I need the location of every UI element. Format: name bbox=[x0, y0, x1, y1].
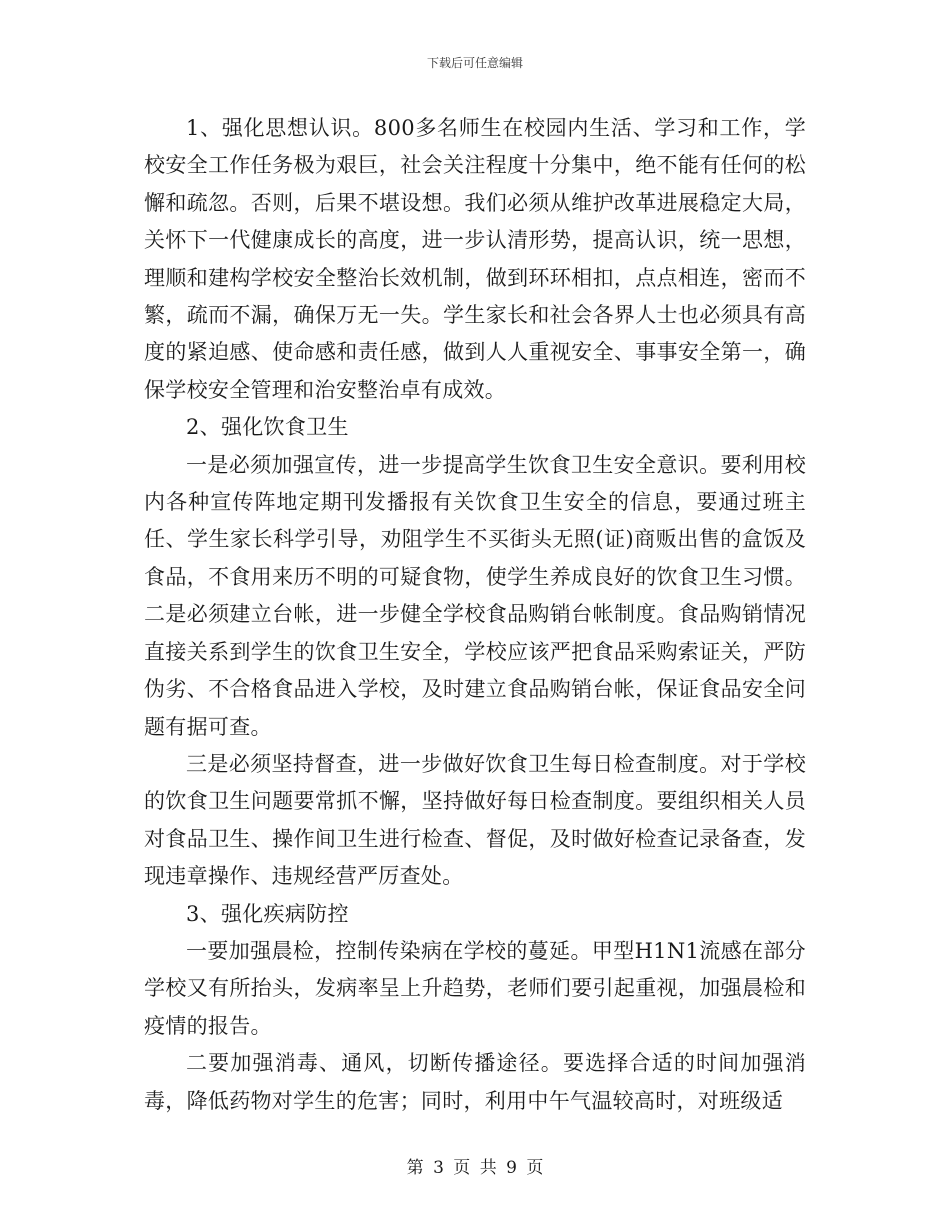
page-header: 下载后可任意编辑 bbox=[426, 56, 523, 70]
paragraph: 1、强化思想认识。800多名师生在校园内生活、学习和工作，学校安全工作任务极为艰巨，社会关注程度十分集中，绝不能有任何的松懈和疏忽。否则，后果不堪设想。我们必须从维护改革进展稳定大局，关怀下一代健康成长的高度，进一步认清形势，提高认识，统一思想，理顺和建构学校安全整治长效机制，做到环环相扣，点点相连，密而不繁，疏而不漏，确保万无一失。学生家长和社会各界人士也必须具有高度的紧迫感、使命感和责任感，做到人人重视安全、事事安全第一，确保学校安全管理和治安整治卓有成效。 bbox=[144, 116, 806, 402]
page-footer: 第 3 页 共 9 页 bbox=[406, 1158, 544, 1178]
paragraph: 三是必须坚持督查，进一步做好饮食卫生每日检查制度。对于学校的饮食卫生问题要常抓不懈，坚持做好每日检查制度。要组织相关人员对食品卫生、操作间卫生进行检查、督促，及时做好检查记录备查，发现违章操作、违规经营严厉查处。 bbox=[144, 751, 806, 889]
section-heading: 3、强化疾病防控 bbox=[186, 901, 349, 926]
section-heading: 2、强化饮食卫生 bbox=[186, 415, 349, 440]
paragraph: 二要加强消毒、通风，切断传播途径。要选择合适的时间加强消毒，降低药物对学生的危害；同时，利用中午气温较高时，对班级适 bbox=[144, 1051, 806, 1113]
document-body bbox=[144, 110, 806, 1120]
paragraph: 一是必须加强宣传，进一步提高学生饮食卫生安全意识。要利用校内各种宣传阵地定期刊发播报有关饮食卫生安全的信息，要通过班主任、学生家长科学引导，劝阻学生不买街头无照(证)商贩出售的盒饭及食品，不食用来历不明的可疑食物，使学生养成良好的饮食卫生习惯。二是必须建立台帐，进一步健全学校食品购销台帐制度。食品购销情况直接关系到学生的饮食卫生安全，学校应该严把食品采购索证关，严防伪劣、不合格食品进入学校，及时建立食品购销台帐，保证食品安全问题有据可查。 bbox=[144, 452, 806, 739]
paragraph: 一要加强晨检，控制传染病在学校的蔓延。甲型H1N1流感在部分学校又有所抬头，发病率呈上升趋势，老师们要引起重视，加强晨检和疫情的报告。 bbox=[144, 938, 806, 1038]
